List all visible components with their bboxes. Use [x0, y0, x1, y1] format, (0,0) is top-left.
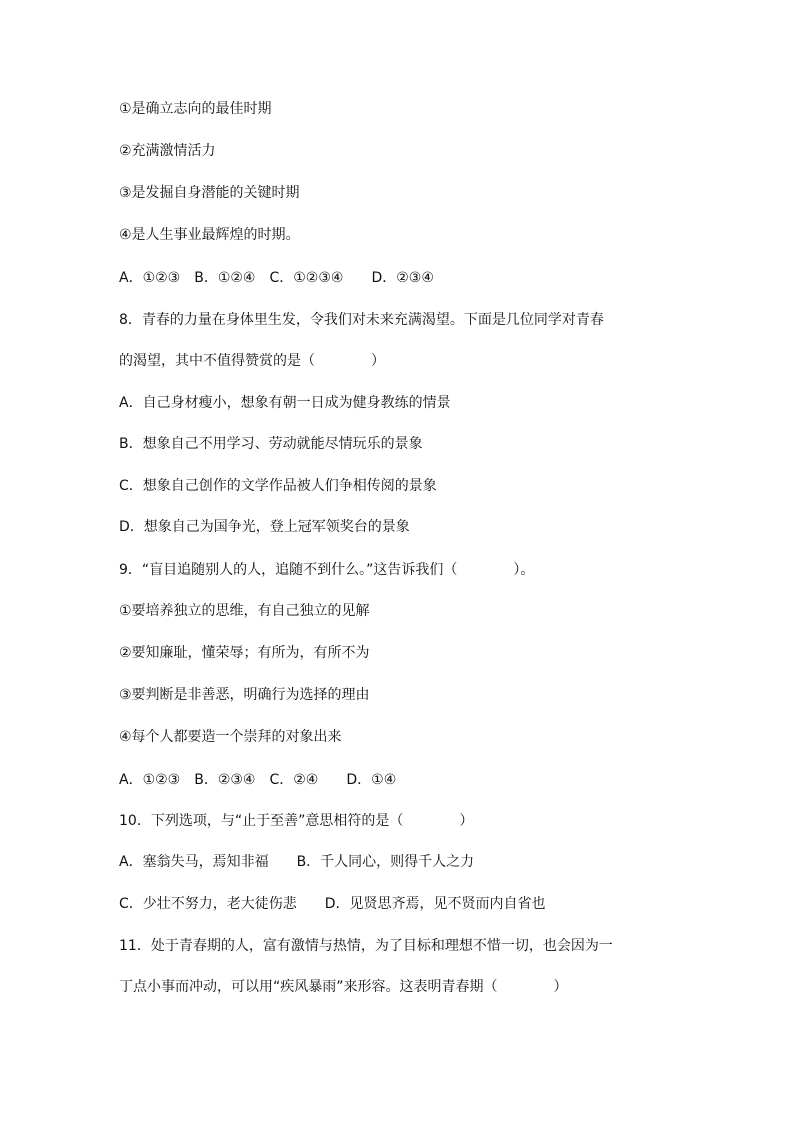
q9-statement-4: ④每个人都要造一个崇拜的对象出来 — [119, 729, 342, 745]
q8-option-b: B．想象自己不用学习、劳动就能尽情玩乐的景象 — [119, 436, 423, 452]
q9-options: A．①②③ B．②③④ C．②④ D．①④ — [119, 772, 397, 788]
q7-options: A．①②③ B．①②④ C．①②③④ D．②③④ — [119, 270, 434, 286]
q8-stem-line-1: 8．青春的力量在身体里生发，令我们对未来充满渴望。下面是几位同学对青春 — [119, 312, 604, 328]
q8-option-d: D．想象自己为国争光，登上冠军领奖台的景象 — [119, 519, 410, 535]
q11-stem-line-2: 丁点小事而冲动，可以用“疾风暴雨”来形容。这表明青春期（ ） — [119, 979, 568, 995]
q11-stem-line-1: 11．处于青春期的人，富有激情与热情，为了目标和理想不惜一切，也会因为一 — [119, 938, 613, 954]
q7-statement-1: ①是确立志向的最佳时期 — [119, 101, 272, 117]
q8-option-c: C．想象自己创作的文学作品被人们争相传阅的景象 — [119, 478, 437, 494]
q8-option-a: A．自己身材瘦小，想象有朝一日成为健身教练的情景 — [119, 395, 451, 411]
q7-statement-2: ②充满激情活力 — [119, 143, 216, 159]
q7-statement-4: ④是人生事业最辉煌的时期。 — [119, 227, 300, 243]
q10-stem: 10．下列选项，与“止于至善”意思相符的是（ ） — [119, 813, 474, 829]
q10-options-ab: A．塞翁失马，焉知非福 B．千人同心，则得千人之力 — [119, 854, 475, 870]
q10-options-cd: C．少壮不努力，老大徒伤悲 D．见贤思齐焉，见不贤而内自省也 — [119, 896, 546, 912]
q9-statement-1: ①要培养独立的思维，有自己独立的见解 — [119, 603, 370, 619]
q7-statement-3: ③是发掘自身潜能的关键时期 — [119, 185, 300, 201]
q9-statement-2: ②要知廉耻，懂荣辱；有所为，有所不为 — [119, 645, 370, 661]
q9-stem: 9．“盲目追随别人的人，追随不到什么。”这告诉我们（ ）。 — [119, 562, 535, 578]
q9-statement-3: ③要判断是非善恶，明确行为选择的理由 — [119, 687, 370, 703]
q8-stem-line-2: 的渴望，其中不值得赞赏的是（ ） — [119, 353, 385, 369]
